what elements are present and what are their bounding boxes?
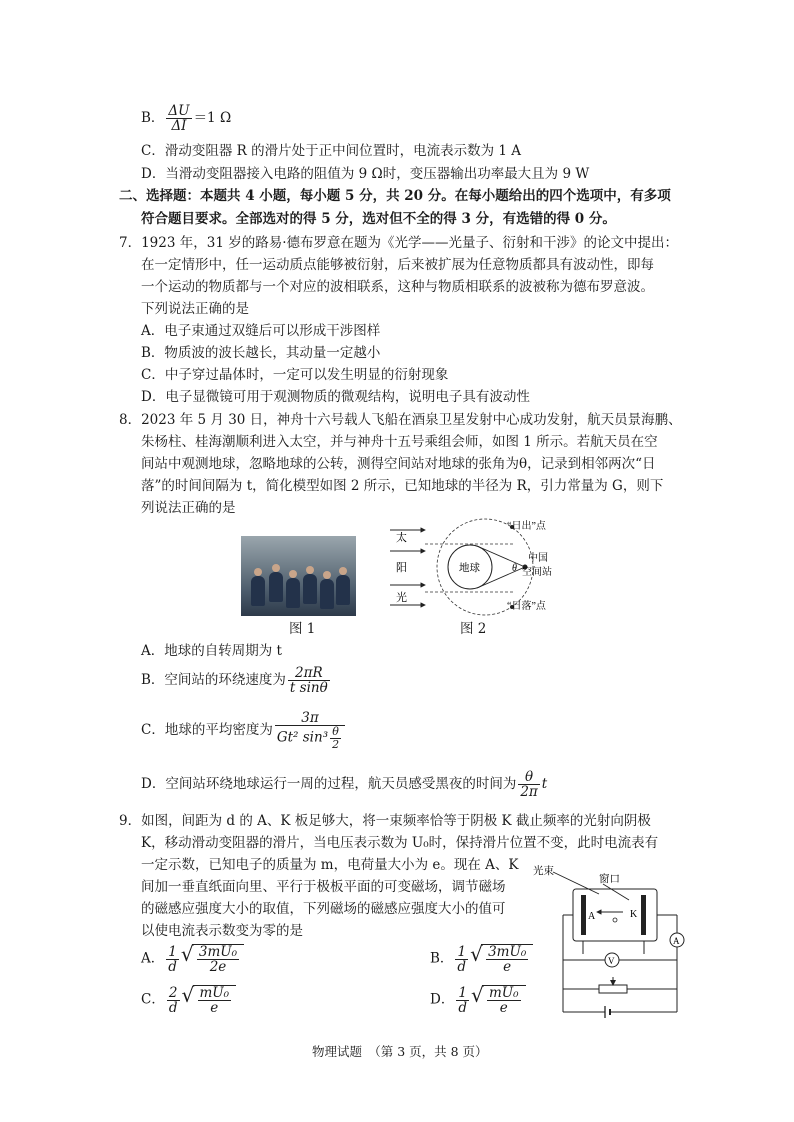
q9-option-a: A． $\frac{1}{d}$ √ $\frac{\text{3mU₀}}{2e}$ [141,944,244,974]
q8-option-b: B．空间站的环绕速度为 $\frac{2\pi R}{\text{t sinθ}}$ [141,665,328,697]
q9-option-d: D． $\frac{1}{d}$ √ $\frac{\text{mU₀}}{e}$ [430,985,526,1015]
q9-stem-line5: 的磁感应强度大小的取值，下列磁场的磁感应强度大小的值可 [141,901,506,917]
q8-option-a: A．地球的自转周期为 t [141,643,282,659]
q8-stem-line3: 间站中观测地球，忽略地球的公转，测得空间站对地球的张角为θ，记录到相邻两次“日 [141,456,656,472]
plate-k [641,895,646,935]
figure-1-caption: 图 1 [289,621,316,637]
q7-stem-line2: 在一定情形中，任一运动质点能够被衍射，后来被扩展为任意物质都具有波动性，即每 [141,257,654,273]
circuit-window-label: 窗口 [599,874,620,885]
rheostat [599,985,627,993]
fig2-station-label-1: 中国 [528,553,548,564]
circuit-beam-label: 光束 [533,866,554,877]
circuit-a-label: A [588,911,596,922]
figure-2-caption: 图 2 [460,621,487,637]
q9-option-c: C． $\frac{2}{d}$ √ $\frac{\text{mU₀}}{e}$ [141,985,236,1015]
q7-option-b: B．物质波的波长越长，其动量一定越小 [141,345,381,361]
q7-stem-line1: 7．1923 年，31 岁的路易·德布罗意在题为《光学——光量子、衍射和干涉》的论文中提出： [119,235,678,251]
fig2-sunset-label: “日落”点 [507,601,546,612]
q8-option-d: D．空间站环绕地球运行一周的过程，航天员感受黑夜的时间为 $\frac{\theta}{2\pi}$ t [141,769,548,801]
figure-2-diagram [385,515,585,620]
q9-stem-line6: 以使电流表示数变为零的是 [141,923,303,939]
fig2-sun-2: 阳 [396,562,407,574]
q9-stem-line4: 间加一垂直纸面向里、平行于极板平面的可变磁场，调节磁场 [141,879,506,895]
q8-stem-line5: 列说法正确的是 [141,500,236,516]
fig2-sun-1: 太 [396,532,407,544]
section-2-heading-line2: 符合题目要求。全部选对的得 5 分，选对但不全的得 3 分，有选错的得 0 分。 [141,211,616,227]
q6-option-c: C．滑动变阻器 R 的滑片处于正中间位置时，电流表示数为 1 A [141,143,521,159]
q6-option-b: B． $\frac{\Delta U}{\Delta I}$ ＝1 Ω [141,103,232,135]
circuit-voltmeter-label: V [608,956,615,966]
electron [613,918,617,922]
circuit-k-label: K [630,909,638,920]
window-pointer [603,884,629,900]
fig2-sun-3: 光 [396,592,407,604]
q7-option-d: D．电子显微镜可用于观测物质的微观结构，说明电子具有波动性 [141,389,530,405]
fig2-theta-label: θ [512,563,517,574]
q9-stem-line3: 一定示数，已知电子的质量为 m，电荷量大小为 e。现在 A、K [141,857,519,873]
q7-option-a: A．电子束通过双缝后可以形成干涉图样 [141,323,381,339]
q7-option-c: C．中子穿过晶体时，一定可以发生明显的衍射现象 [141,367,449,383]
fig2-station-label-2: 空间站 [522,567,552,578]
q8-option-c: C．地球的平均密度为 3π Gt² sin³ $\frac{\theta}{2}$ [141,711,347,750]
q9-stem-line1: 9．如图，间距为 d 的 A、K 板足够大，将一束频率恰等于阴极 K 截止频率的光射向阴极 [119,813,651,829]
q8-stem-line2: 朱杨柱、桂海潮顺利进入太空，并与神舟十五号乘组会师，如图 1 所示。若航天员在空 [141,434,658,450]
q8-stem-line4: 落”的时间间隔为 t，简化模型如图 2 所示，已知地球的半径为 R，引力常量为 G，则下 [141,478,664,494]
q9-stem-line2: K，移动滑动变阻器的滑片，当电压表示数为 U₀时，保持滑片位置不变，此时电流表有 [141,835,659,851]
light-beam-line [553,872,599,894]
q8-stem-line1: 8．2023 年 5 月 30 日，神舟十六号载人飞船在酒泉卫星发射中心成功发射，航天员景海鹏、 [119,412,682,428]
circuit-ammeter-label: A [673,936,680,946]
fig2-earth-label: 地球 [459,563,480,574]
section-2-heading: 二、选择题：本题共 4 小题，每小题 5 分，共 20 分。在每小题给出的四个选项中，有多项 [119,188,671,204]
q7-stem-line4: 下列说法正确的是 [141,301,249,317]
q6-option-d: D．当滑动变阻器接入电路的阻值为 9 Ω时，变压器输出功率最大且为 9 W [141,166,590,182]
q7-stem-line3: 一个运动的物质都与一个对应的波相联系，这种与物质相联系的波被称为德布罗意波。 [141,279,654,295]
q9-option-b: B． $\frac{1}{d}$ √ $\frac{\text{3mU₀}}{e}$ [430,944,533,974]
page-footer: 物理试题 （第 3 页，共 8 页） [312,1044,488,1059]
q9-circuit-diagram [533,862,693,1020]
plate-a [581,895,586,935]
figure-1-astronauts-photo [241,536,356,616]
fig2-sunrise-label: “日出”点 [507,521,546,532]
